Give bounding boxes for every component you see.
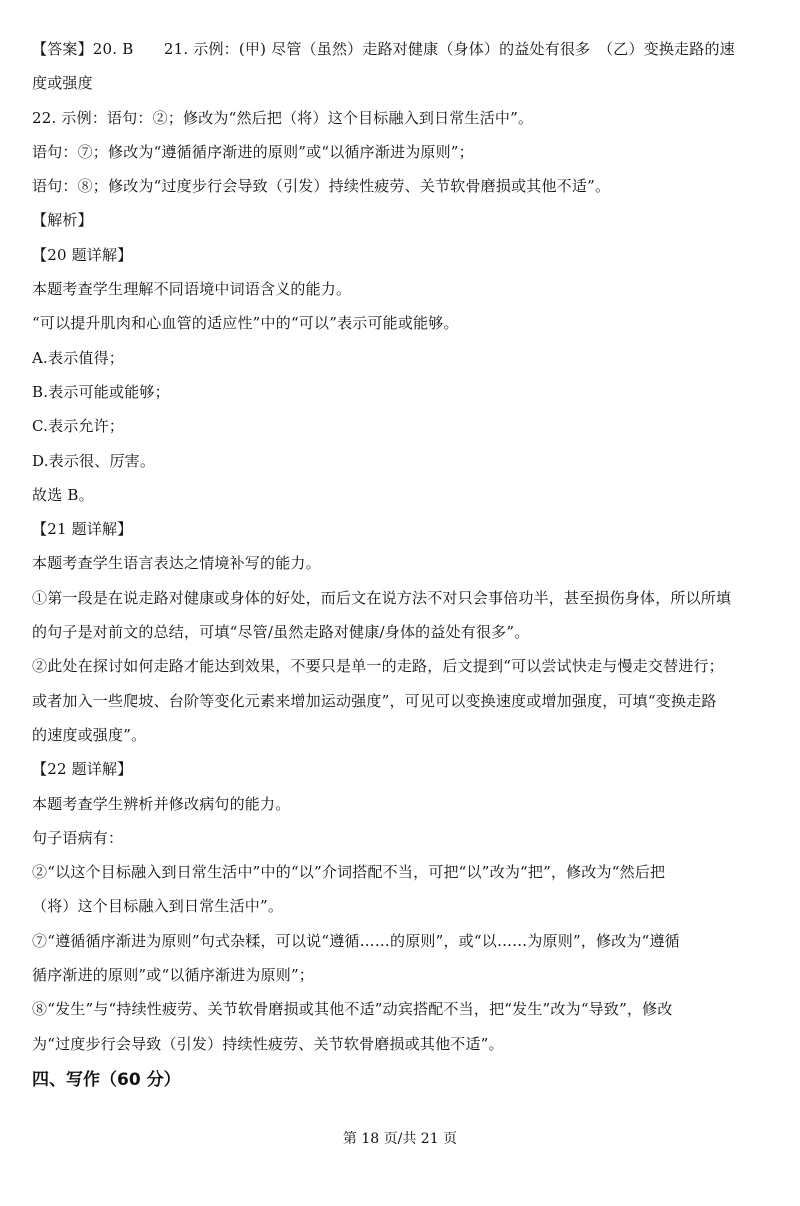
q22-line-7: ⑧“发生”与“持续性疲劳、关节软骨磨损或其他不适”动宾搭配不当，把“发生”改为“导致”，修改: [32, 1000, 673, 1019]
answer-line-2: 度或强度: [32, 74, 93, 93]
section-heading: 四、写作（60 分）: [32, 1069, 181, 1090]
q21-line-3: 的句子是对前文的总结，可填“尽管/虽然走路对健康/身体的益处有很多”。: [32, 623, 530, 642]
analysis-label: 【解析】: [32, 211, 93, 230]
page-number-footer: 第 18 页/共 21 页: [342, 1131, 458, 1147]
q20-heading: 【20 题详解】: [32, 245, 133, 264]
q22-line-4: （将）这个目标融入到日常生活中”。: [32, 897, 284, 916]
q22-line-3: ②“以这个目标融入到日常生活中”中的“以”介词搭配不当，可把“以”改为“把”，修改为“然后把: [32, 863, 666, 882]
answer-line-4: 语句：⑦；修改为“遵循循序渐进的原则”或“以循序渐进为原则”；: [32, 142, 474, 161]
q20-option-d: D.表示很、厉害。: [32, 451, 156, 470]
answer-line-1: 【答案】20. B 21. 示例：(甲) 尽管（虽然）走路对健康（身体）的益处有很多 （乙）变换走路的速: [32, 40, 735, 58]
q22-heading: 【22 题详解】: [32, 760, 133, 779]
q22-line-8: 为“过度步行会导致（引发）持续性疲劳、关节软骨磨损或其他不适”。: [32, 1034, 504, 1053]
q20-line-2: “可以提升肌肉和心血管的适应性”中的“可以”表示可能或能够。: [32, 314, 459, 333]
answer-line-5: 语句：⑧；修改为“过度步行会导致（引发）持续性疲劳、关节软骨磨损或其他不适”。: [32, 177, 611, 196]
q21-line-2: ①第一段是在说走路对健康或身体的好处，而后文在说方法不对只会事倍功半，甚至损伤身体，所以所填: [32, 588, 732, 607]
q22-line-5: ⑦“遵循循序渐进为原则”句式杂糅，可以说“遵循……的原则”，或“以……为原则”，修改为“遵循: [32, 931, 680, 950]
q22-line-2: 句子语病有：: [32, 828, 124, 847]
q21-line-1: 本题考查学生语言表达之情境补写的能力。: [32, 554, 321, 573]
q22-line-6: 循序渐进的原则”或“以循序渐进为原则”；: [32, 966, 315, 985]
q20-option-c: C.表示允许；: [32, 417, 125, 436]
q21-line-6: 的速度或强度”。: [32, 725, 147, 744]
document-body: [32, 32, 774, 1097]
q20-line-1: 本题考查学生理解不同语境中词语含义的能力。: [32, 280, 352, 299]
q20-option-a: A.表示值得；: [32, 348, 125, 367]
q21-heading: 【21 题详解】: [32, 520, 133, 539]
q21-line-5: 或者加入一些爬坡、台阶等变化元素来增加运动强度”，可见可以变换速度或增加强度，可填“变换走路: [32, 691, 717, 710]
q20-conclusion: 故选 B。: [32, 485, 94, 504]
q20-option-b: B.表示可能或能够；: [32, 382, 170, 401]
answer-line-3: 22. 示例：语句：②；修改为“然后把（将）这个目标融入到日常生活中”。: [32, 108, 534, 127]
q21-line-4: ②此处在探讨如何走路才能达到效果，不要只是单一的走路，后文提到“可以尝试快走与慢走交替进行；: [32, 657, 724, 676]
q22-line-1: 本题考查学生辨析并修改病句的能力。: [32, 794, 291, 813]
